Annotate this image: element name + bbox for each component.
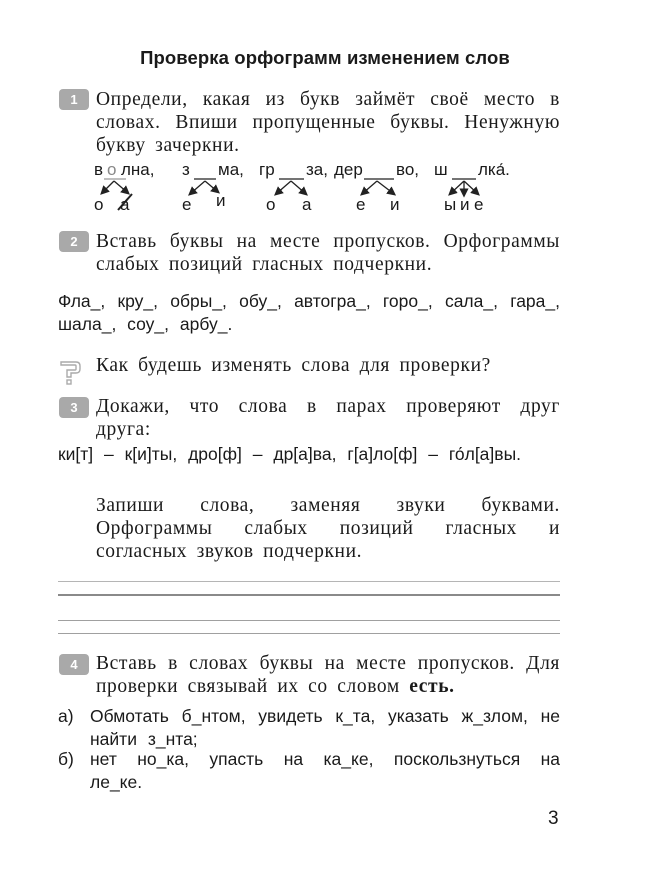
word-3-before: гр	[259, 160, 275, 179]
task-number-badge-3: 3	[59, 397, 89, 418]
word-1-gap[interactable]: о	[107, 160, 117, 179]
word-4-option-1: е	[356, 195, 366, 214]
word-2-option-2: и	[216, 191, 226, 210]
word-4-after: во,	[396, 160, 420, 179]
task2-instruction: Вставь буквы на месте пропусков. Орфограммы слабых позиций гласных подчеркни.	[96, 231, 560, 275]
page-title: Проверка орфограмм изменением слов	[140, 47, 510, 68]
word-1-option-1: о	[94, 195, 104, 214]
answer-line-1[interactable]	[58, 581, 560, 582]
word-1-after: лна,	[121, 160, 155, 179]
word-5-option-2: и	[460, 195, 470, 214]
task1-instruction: Определи, какая из букв займёт своё место в словах. Впиши пропущенные буквы. Ненужную букву зачеркни.	[96, 89, 560, 156]
word-5-option-1: ы	[444, 195, 457, 214]
question-text: Как будешь изменять слова для проверки?	[96, 355, 491, 376]
word-5-after: лка́.	[478, 160, 510, 179]
answer-line-3[interactable]	[58, 620, 560, 621]
page-number: 3	[548, 808, 559, 829]
task2-words[interactable]: Фла_, кру_, обры_, обу_, автогра_, горо_, сала_, гара_, шала_, соу_, арбу_.	[58, 291, 560, 334]
item-marker: б)	[58, 749, 74, 769]
word-2-option-1: е	[182, 195, 192, 214]
task3-pairs: ки[т] – к[и]ты, дро[ф] – др[а]ва, г[а]ло[ф] – го́л[а]вы.	[58, 444, 522, 464]
task4-instruction-text: Вставь в словах буквы на месте пропусков. Для проверки связывай их со словом	[96, 653, 560, 697]
task1-word-scheme	[94, 160, 514, 216]
word-3-option-2: а	[302, 195, 312, 214]
task4-instruction	[96, 652, 560, 698]
word-4-before: дер	[334, 160, 363, 179]
task-number-badge-4: 4	[59, 654, 89, 675]
answer-line-4[interactable]	[58, 633, 560, 634]
word-4-option-2: и	[390, 195, 400, 214]
task-number-badge-1: 1	[59, 89, 89, 110]
item-text: нет но_ка, упасть на ка_ке, поскользнуться на ле_ке.	[90, 749, 560, 792]
task3-instruction: Докажи, что слова в парах проверяют друг друга:	[96, 396, 560, 440]
word-3-after: за,	[306, 160, 328, 179]
word-1-option-2-crossed: а	[120, 195, 130, 214]
word-5-option-3: е	[474, 195, 484, 214]
word-5-before: ш	[434, 160, 448, 179]
word-2-before: з	[182, 160, 190, 179]
task3-write-instruction: Запиши слова, заменяя звуки буквами. Орфограммы слабых позиций гласных и согласных звуков подчеркни.	[96, 495, 560, 562]
task4-item-b[interactable]	[58, 748, 560, 794]
keyword-est: есть.	[409, 676, 455, 697]
task4-item-a[interactable]	[58, 705, 560, 751]
task-number-badge-2: 2	[59, 231, 89, 252]
item-marker: а)	[58, 706, 74, 726]
answer-line-2[interactable]	[58, 594, 560, 596]
word-1-before: в	[94, 160, 104, 179]
item-text: Обмотать б_нтом, увидеть к_та, указать ж_злом, не найти з_нта;	[90, 706, 560, 749]
question-icon	[58, 358, 84, 386]
word-3-option-1: о	[266, 195, 276, 214]
word-2-after: ма,	[218, 160, 244, 179]
